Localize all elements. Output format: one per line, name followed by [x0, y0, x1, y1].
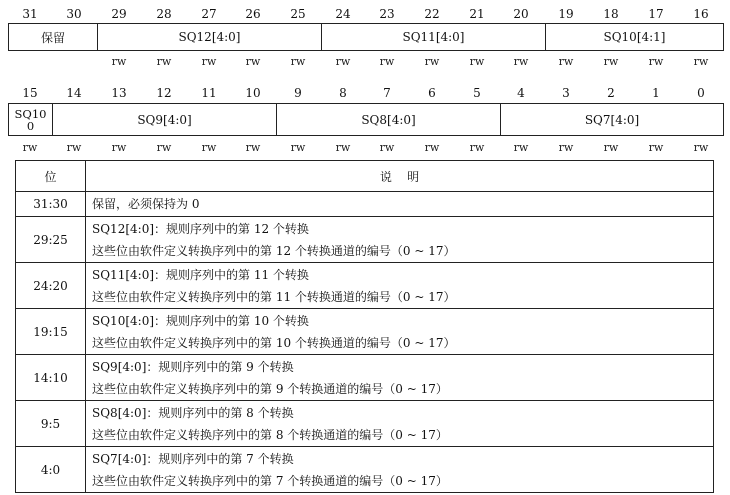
access-label: rw — [201, 141, 217, 154]
access-label: rw — [558, 141, 574, 154]
bit-number: 24 — [335, 7, 351, 21]
bit-number: 20 — [513, 7, 529, 21]
bit-number: 17 — [648, 7, 664, 21]
row-description-line: 这些位由软件定义转换序列中的第 9 个转换通道的编号（0 ~ 17） — [92, 381, 448, 396]
access-label: rw — [603, 141, 619, 154]
bit-number: 13 — [111, 86, 127, 100]
access-label: rw — [693, 141, 709, 154]
bit-number: 3 — [562, 86, 570, 100]
access-label: rw — [603, 55, 619, 68]
row-description-line: 这些位由软件定义转换序列中的第 8 个转换通道的编号（0 ~ 17） — [92, 427, 448, 442]
bit-number: 16 — [693, 7, 709, 21]
bit-number: 8 — [339, 86, 347, 100]
bit-number: 15 — [22, 86, 38, 100]
row-description-line: 这些位由软件定义转换序列中的第 12 个转换通道的编号（0 ~ 17） — [92, 243, 456, 258]
access-label: rw — [66, 141, 82, 154]
field-reserved: 保留 — [9, 24, 98, 50]
bit-number: 25 — [290, 7, 306, 21]
bit-number: 4 — [517, 86, 525, 100]
bit-description-table — [15, 160, 714, 493]
row-description-line: SQ10[4:0]：规则序列中的第 10 个转换 — [92, 313, 309, 328]
access-label: rw — [245, 141, 261, 154]
table-row — [16, 309, 714, 355]
row-bit-range: 31:30 — [16, 192, 86, 217]
row-description — [86, 447, 714, 493]
access-label: rw — [693, 55, 709, 68]
row-bit-range: 19:15 — [16, 309, 86, 355]
access-label: rw — [648, 141, 664, 154]
row-bit-range: 4:0 — [16, 447, 86, 493]
row-description-line: SQ7[4:0]：规则序列中的第 7 个转换 — [92, 451, 294, 466]
access-label: rw — [513, 55, 529, 68]
bit-number: 29 — [111, 7, 127, 21]
bit-number: 5 — [473, 86, 481, 100]
table-row — [16, 447, 714, 493]
access-label: rw — [513, 141, 529, 154]
access-label: rw — [290, 55, 306, 68]
row-bit-range: 9:5 — [16, 401, 86, 447]
row-description-line: 这些位由软件定义转换序列中的第 11 个转换通道的编号（0 ~ 17） — [92, 289, 456, 304]
bit-number: 0 — [697, 86, 705, 100]
lower-access-row — [0, 142, 730, 154]
access-label: rw — [201, 55, 217, 68]
bit-number: 21 — [469, 7, 485, 21]
access-label: rw — [424, 55, 440, 68]
upper-access-row — [0, 56, 730, 68]
bit-number: 30 — [66, 7, 82, 21]
table-row — [16, 192, 714, 217]
access-label: rw — [379, 55, 395, 68]
field-sq7: SQ7[4:0] — [584, 112, 640, 127]
table-row — [16, 263, 714, 309]
bit-number: 18 — [603, 7, 619, 21]
row-description-line: 这些位由软件定义转换序列中的第 10 个转换通道的编号（0 ~ 17） — [92, 335, 456, 350]
access-label: rw — [335, 55, 351, 68]
bit-number: 6 — [428, 86, 436, 100]
bit-number: 14 — [66, 86, 82, 100]
bit-number: 11 — [201, 86, 217, 100]
access-label: rw — [156, 55, 172, 68]
bit-number: 22 — [424, 7, 440, 21]
bit-number: 19 — [558, 7, 574, 21]
header-bit: 位 — [16, 161, 86, 192]
lower-register-row — [8, 103, 724, 136]
access-label: rw — [424, 141, 440, 154]
table-header-row — [16, 161, 714, 192]
bit-number: 7 — [383, 86, 391, 100]
row-bit-range: 29:25 — [16, 217, 86, 263]
table-row — [16, 217, 714, 263]
access-label: rw — [469, 141, 485, 154]
header-description: 说 明 — [86, 161, 714, 192]
access-label: rw — [111, 141, 127, 154]
row-bit-range: 14:10 — [16, 355, 86, 401]
upper-bit-numbers — [0, 7, 730, 21]
row-description — [86, 309, 714, 355]
row-description — [86, 192, 714, 217]
upper-register-row — [8, 23, 724, 51]
access-label: rw — [290, 141, 306, 154]
row-description — [86, 401, 714, 447]
access-label: rw — [558, 55, 574, 68]
access-label: rw — [379, 141, 395, 154]
bit-number: 31 — [22, 7, 38, 21]
access-label: rw — [111, 55, 127, 68]
field-sq10-low: SQ10 0 — [9, 104, 53, 135]
table-row — [16, 355, 714, 401]
field-sq9: SQ9[4:0] — [53, 104, 277, 135]
access-label: rw — [335, 141, 351, 154]
bit-number: 23 — [379, 7, 395, 21]
bit-number: 9 — [294, 86, 302, 100]
bit-number: 2 — [607, 86, 615, 100]
row-description-line: 保留，必须保持为 0 — [92, 197, 200, 211]
bit-number: 26 — [245, 7, 261, 21]
row-description — [86, 217, 714, 263]
row-description — [86, 263, 714, 309]
lower-bit-numbers — [0, 86, 730, 100]
bit-number: 1 — [652, 86, 660, 100]
field-sq10-high: SQ10[4:1] — [603, 30, 666, 44]
access-label: rw — [648, 55, 664, 68]
table-row — [16, 401, 714, 447]
row-description-line: SQ8[4:0]：规则序列中的第 8 个转换 — [92, 405, 294, 420]
access-label: rw — [22, 141, 38, 154]
bit-number: 10 — [245, 86, 261, 100]
access-label: rw — [469, 55, 485, 68]
row-description-line: SQ12[4:0]：规则序列中的第 12 个转换 — [92, 221, 309, 236]
row-description-line: 这些位由软件定义转换序列中的第 7 个转换通道的编号（0 ~ 17） — [92, 473, 448, 488]
bit-number: 28 — [156, 7, 172, 21]
access-label: rw — [245, 55, 261, 68]
row-description-line: SQ9[4:0]：规则序列中的第 9 个转换 — [92, 359, 294, 374]
field-sq8: SQ8[4:0] — [277, 104, 501, 135]
row-bit-range: 24:20 — [16, 263, 86, 309]
row-description — [86, 355, 714, 401]
bit-number: 12 — [156, 86, 172, 100]
access-label: rw — [156, 141, 172, 154]
bit-number: 27 — [201, 7, 217, 21]
field-sq11: SQ11[4:0] — [322, 24, 546, 50]
field-sq12: SQ12[4:0] — [98, 24, 322, 50]
row-description-line: SQ11[4:0]：规则序列中的第 11 个转换 — [92, 267, 309, 282]
